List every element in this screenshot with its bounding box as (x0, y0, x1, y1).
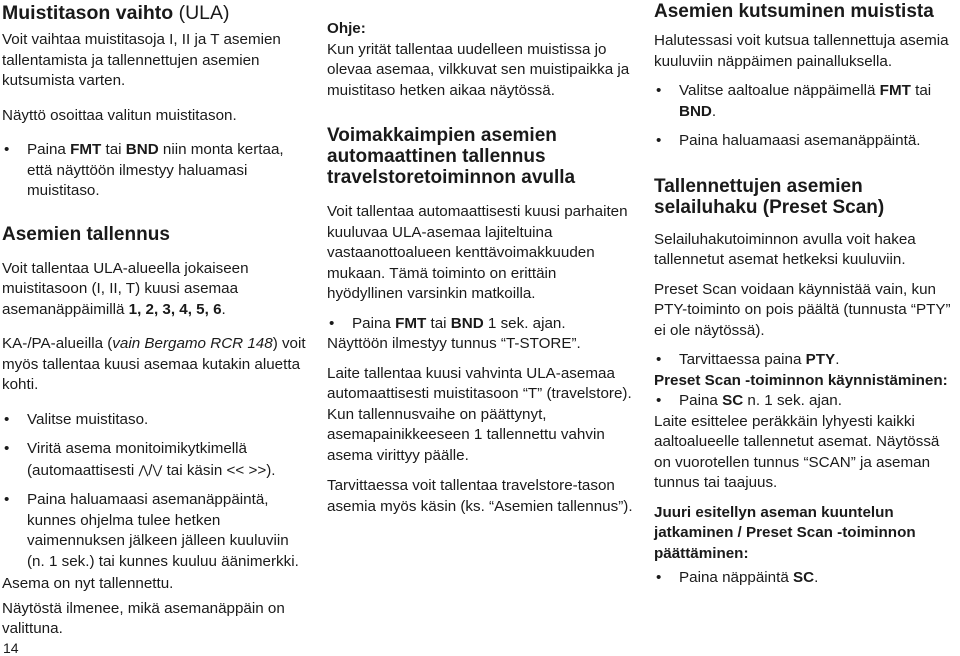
paragraph: Laite esittelee peräkkäin lyhyesti kaikki aaltoalueelle tallennetut asemat. Näytössä on vuorotellen tunnus “SCAN” ja aseman tunnus tai taajuus. (654, 412, 940, 491)
bullet-list (654, 81, 960, 152)
list-item: • Paina FMT tai BND 1 sek. ajan. (327, 314, 633, 335)
paragraph: Näytöstä ilmenee, mikä asemanäppäin on valittuna. (2, 599, 285, 637)
column-left (2, 0, 307, 640)
section-heading-preset-scan: Tallennettujen asemien selailuhaku (Preset Scan) (654, 175, 885, 218)
paragraph: Voit tallentaa ULA-alueella jokaiseen muistitasoon (I, II, T) kuusi asemaa asemanäppäimillä 1, 2, 3, 4, 5, 6. (2, 259, 249, 318)
paragraph: Voit tallentaa automaattisesti kuusi parhaiten kuuluvaa ULA-asemaa lajiteltuina vastaanottoalueen kenttävoimakkuuden mukaan. Tämä toiminto on erittäin hyödyllinen varsinkin matkoilla. (327, 203, 628, 302)
note-body: Kun yrität tallentaa uudelleen muistissa jo olevaa asemaa, vilkkuvat sen muistipaikka ja muistitaso hetken aikaa näytössä. (327, 40, 630, 99)
bullet-list (2, 410, 307, 573)
section-title-recall: Asemien kutsuminen muistista (654, 1, 934, 22)
section-heading-travelstore: Voimakkaimpien asemien automaattinen tallennus travelstoretoiminnon avulla (327, 125, 576, 188)
paragraph: Selailuhakutoiminnon avulla voit hakea tallennetut asemat hetkeksi kuuluviin. (654, 230, 916, 268)
section-heading-station-storing: Asemien tallennus (2, 223, 170, 245)
paragraph: Näyttöön ilmestyy tunnus “T-STORE”. (327, 335, 581, 352)
paragraph: Preset Scan voidaan käynnistää vain, kun PTY-toiminto on pois päältä (tunnusta “PTY” ei ole näytössä). (654, 280, 951, 339)
paragraph: KA-/PA-alueilla (vain Bergamo RCR 148) voit myös tallentaa kuusi asemaa kutakin aluetta kohti. (2, 335, 306, 393)
chevron-up-icon: ⋀ (138, 462, 149, 477)
note-heading: Ohje: (327, 20, 366, 37)
subheading-preset-scan-stop: Juuri esitellyn aseman kuuntelun jatkaminen / Preset Scan -toiminnon päättäminen: (654, 503, 916, 562)
list-item: • Paina FMT tai BND niin monta kertaa, että näyttöön ilmestyy haluamasi muistitaso. (2, 140, 307, 202)
list-item: • Valitse muistitaso. (2, 410, 307, 431)
bullet-list (327, 314, 633, 335)
paragraph: Näyttö osoittaa valitun muistitason. (2, 106, 237, 124)
paragraph: Voit vaihtaa muistitasoja I, II ja T asemien tallentamista ja tallennettujen asemien kutsumista varten. (2, 31, 281, 89)
bullet-list (654, 350, 960, 371)
list-item: • Paina SC n. 1 sek. ajan. (654, 391, 960, 412)
section-title-memory-level: Muistitason vaihto (ULA) (2, 2, 230, 24)
list-item: • Paina haluamaasi asemanäppäintä. (654, 131, 960, 152)
paragraph: Halutessasi voit kutsua tallennettuja asemia kuuluviin näppäimen painalluksella. (654, 32, 949, 70)
column-right (654, 0, 960, 589)
subheading-preset-scan-start: Preset Scan -toiminnon käynnistäminen: (654, 371, 948, 389)
list-item: • Valitse aaltoalue näppäimellä FMT tai BND. (654, 81, 960, 122)
list-item: • Viritä asema monitoimikytkimellä (automaattisesti ⋀/⋁ tai käsin << >>). (2, 439, 307, 481)
paragraph: Laite tallentaa kuusi vahvinta ULA-asemaa automaattisesti muistitasoon “T” (travelstore). Kun tallennusvaihe on päättynyt, asemapainikkeeseen 1 tallennettu vahvin asema virittyy päälle. (327, 364, 632, 464)
paragraph: Asema on nyt tallennettu. (2, 575, 174, 592)
chevron-down-icon: ⋁ (152, 462, 163, 477)
list-item: • Tarvittaessa paina PTY. (654, 350, 960, 371)
bullet-list (654, 391, 960, 412)
column-middle (327, 0, 633, 517)
bullet-list (654, 568, 960, 589)
list-item: • Paina haluamaasi asemanäppäintä, kunnes ohjelma tulee hetken vaimennuksen jälkeen jälleen kuuluviin (n. 1 sek.) tai kunnes kuuluu äänimerkki. (2, 490, 307, 572)
paragraph: Tarvittaessa voit tallentaa travelstore-tason asemia myös käsin (ks. “Asemien tallennus”). (327, 477, 633, 515)
list-item: • Paina näppäintä SC. (654, 568, 960, 589)
page-number: 14 (3, 640, 19, 656)
bullet-list (2, 140, 307, 202)
